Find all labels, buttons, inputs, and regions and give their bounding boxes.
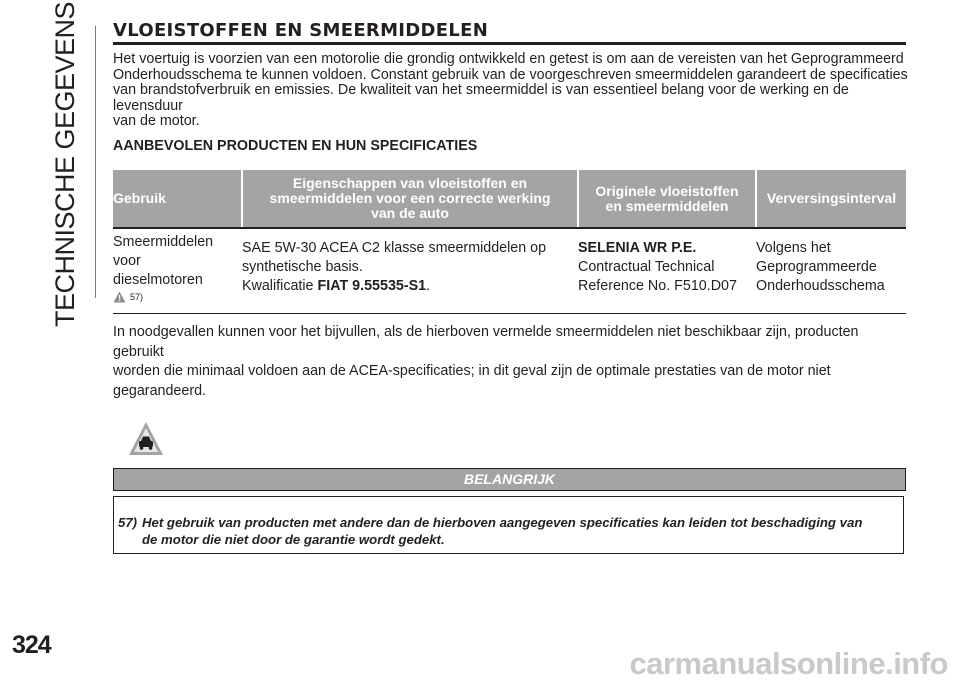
qualification-line bbox=[242, 277, 578, 296]
side-divider bbox=[95, 26, 96, 298]
note-line: gegarandeerd. bbox=[113, 382, 207, 399]
product-name: SELENIA WR P.E. bbox=[578, 240, 697, 256]
warning-line: Het gebruik van producten met andere dan de hierboven aangegeven specificaties kan leiden tot beschadiging van bbox=[142, 515, 863, 530]
warning-line: de motor die niet door de garantie wordt gedekt. bbox=[142, 532, 445, 547]
header-line: en smeermiddelen bbox=[605, 197, 729, 214]
section-title: VLOEISTOFFEN EN SMEERMIDDELEN bbox=[113, 20, 489, 41]
cell-line: Smeermiddelen bbox=[113, 234, 214, 250]
car-warning-icon bbox=[128, 421, 164, 457]
intro-line: van de motor. bbox=[113, 113, 200, 129]
warning-number: 57) bbox=[118, 515, 138, 530]
cell-interval bbox=[756, 227, 906, 304]
cell-line: Contractual Technical bbox=[578, 259, 715, 275]
table-header-rule bbox=[113, 227, 906, 229]
watermark: carmanualsonline.info bbox=[629, 646, 948, 681]
cell-line: Geprogrammeerde bbox=[756, 259, 877, 275]
cell-line: voor bbox=[113, 253, 141, 269]
note-line: In noodgevallen kunnen voor het bijvullen, als de hierboven vermelde smeermiddelen niet beschikbaar zijn, producten gebruikt bbox=[113, 324, 859, 360]
cell-line: dieselmotoren bbox=[113, 272, 203, 288]
intro-line: van brandstofverbruik en emissies. De kwaliteit van het smeermiddel is van essentieel belang voor de werking en de levensduur bbox=[113, 82, 849, 114]
column-header-original bbox=[578, 170, 756, 227]
column-header-usage bbox=[113, 170, 242, 227]
header-line: smeermiddelen voor een correcte werking bbox=[269, 190, 551, 206]
cell-line: SAE 5W-30 ACEA C2 klasse smeermiddelen op bbox=[242, 240, 547, 256]
warning-box-title: BELANGRIJK bbox=[113, 468, 906, 491]
cell-line: Volgens het bbox=[756, 240, 831, 256]
header-line: van de auto bbox=[371, 205, 449, 221]
cell-line: Onderhoudsschema bbox=[756, 278, 885, 294]
chapter-side-title: TECHNISCHE GEGEVENS bbox=[50, 1, 80, 327]
intro-line: Het voertuig is voorzien van een motorolie die grondig ontwikkeld en getest is om aan de vereisten van het Geprogrammeerd bbox=[113, 51, 904, 67]
header-line: Originele vloeistoffen bbox=[595, 182, 739, 199]
column-header-interval-label: Verversingsinterval bbox=[766, 190, 897, 206]
warning-triangle-icon bbox=[113, 291, 126, 303]
qualification-prefix: Kwalificatie bbox=[242, 278, 318, 294]
cell-line: synthetische basis. bbox=[242, 259, 363, 275]
column-header-properties bbox=[242, 170, 578, 227]
warning-box-text bbox=[118, 514, 898, 548]
column-header-interval bbox=[756, 170, 906, 227]
intro-paragraph bbox=[113, 52, 908, 130]
column-header-usage-label: Gebruik bbox=[113, 190, 166, 206]
note-line: worden die minimaal voldoen aan de ACEA-specificaties; in dit geval zijn de optimale prestaties van de motor niet bbox=[113, 363, 831, 379]
table-bottom-rule bbox=[113, 313, 906, 314]
title-rule bbox=[113, 42, 906, 45]
cell-usage bbox=[113, 227, 242, 304]
warning-reference: 57) bbox=[129, 292, 143, 303]
qualification-suffix: . bbox=[426, 278, 431, 294]
cell-line: Reference No. F510.D07 bbox=[578, 278, 737, 294]
warning-box bbox=[113, 496, 904, 554]
header-line: Eigenschappen van vloeistoffen en bbox=[292, 175, 528, 191]
intro-line: Onderhoudsschema te kunnen voldoen. Constant gebruik van de voorgeschreven smeermiddelen garandeert de specificaties bbox=[113, 66, 908, 83]
qualification-code: FIAT 9.55535-S1 bbox=[317, 278, 427, 294]
table-row bbox=[113, 227, 906, 304]
note-paragraph bbox=[113, 323, 908, 401]
cell-original-product bbox=[578, 227, 756, 304]
specifications-table bbox=[113, 170, 906, 304]
cell-properties bbox=[242, 227, 578, 304]
sub-heading: AANBEVOLEN PRODUCTEN EN HUN SPECIFICATIES bbox=[113, 138, 478, 154]
page-number: 324 bbox=[12, 631, 51, 659]
